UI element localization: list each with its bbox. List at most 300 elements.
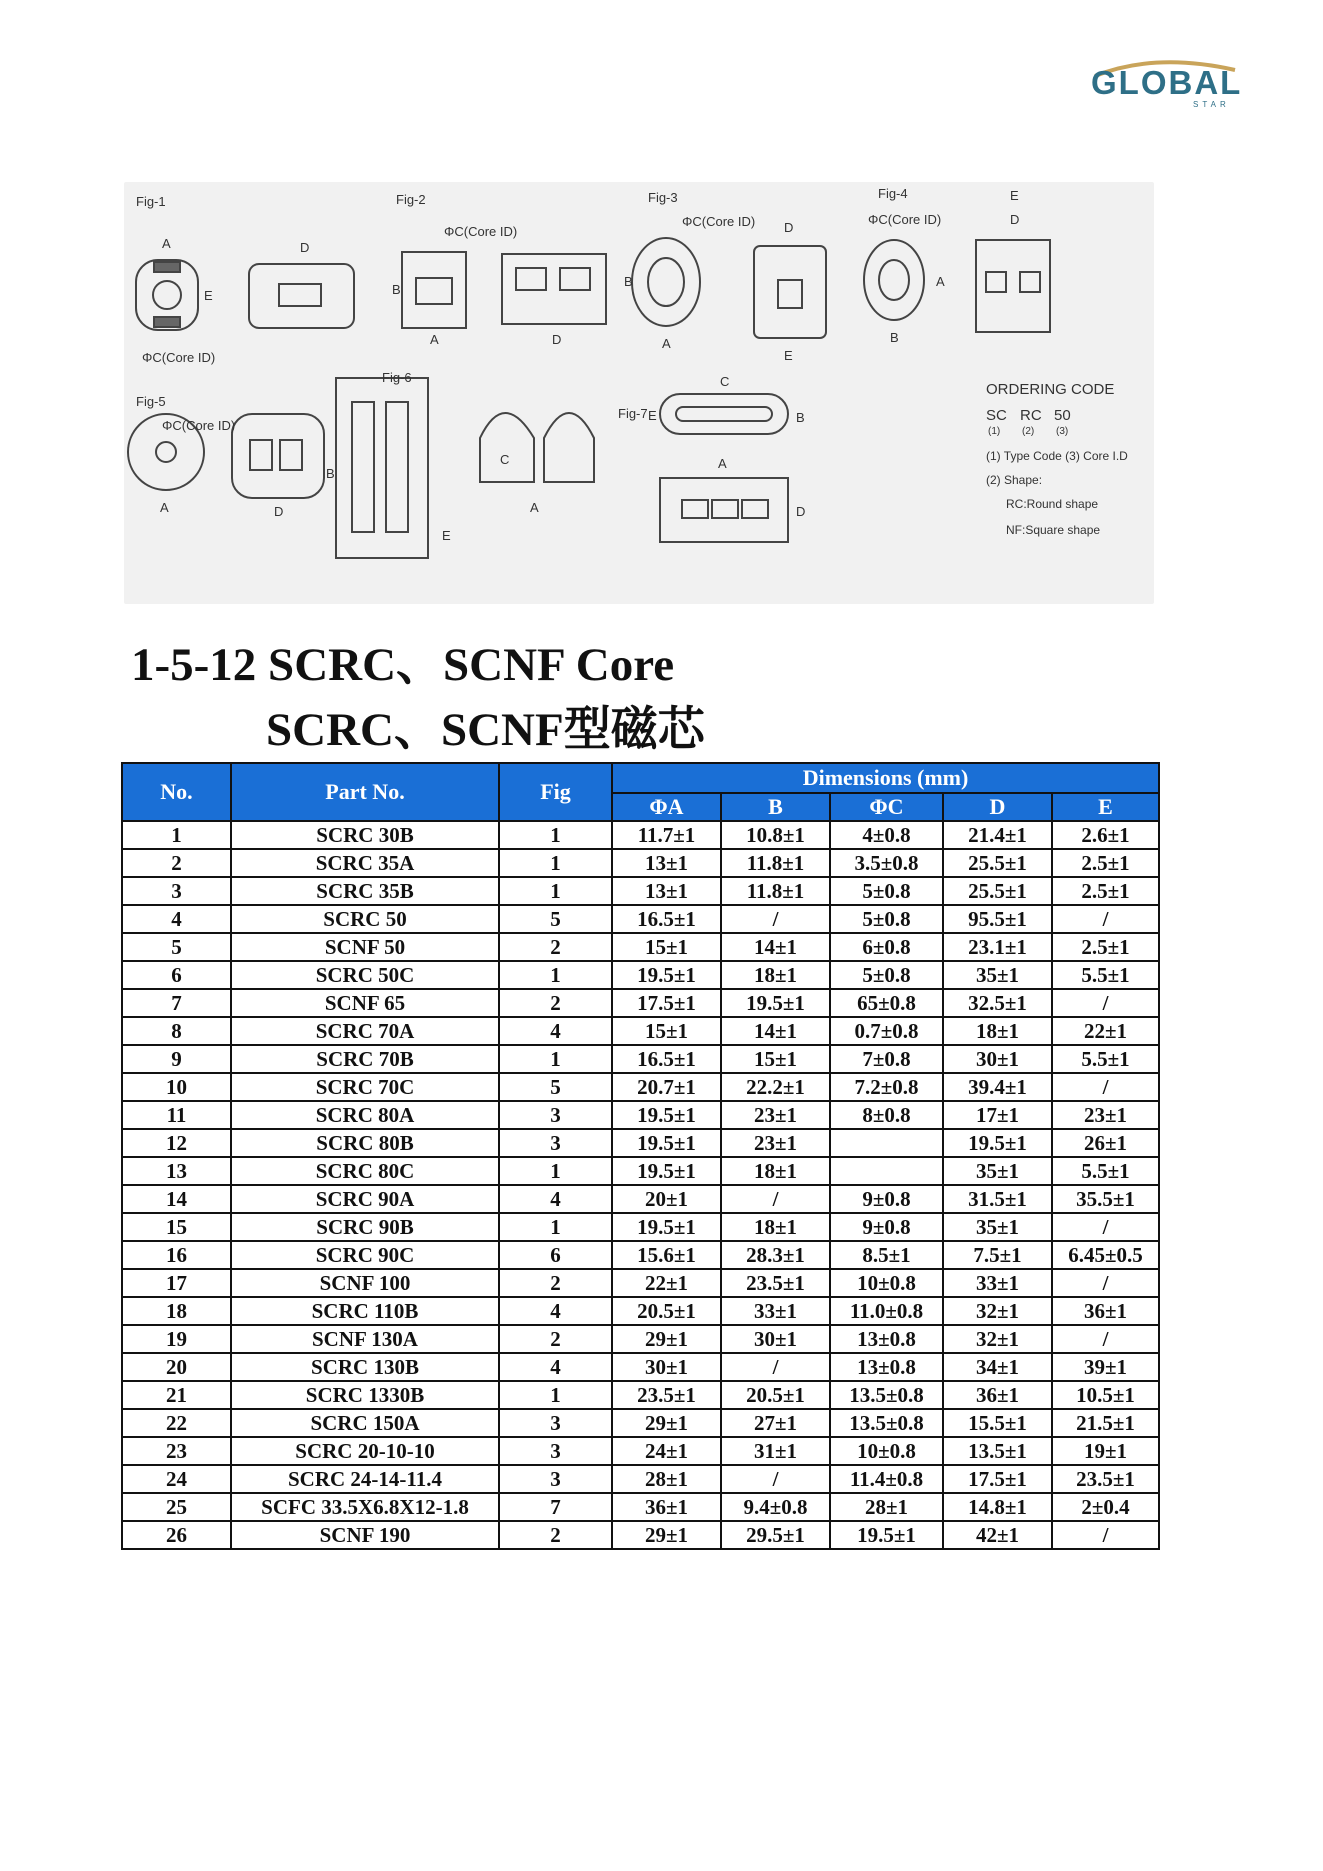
fig4-core-id-label: ΦC(Core ID) — [868, 212, 942, 227]
cell-dim-b: 31±1 — [721, 1437, 830, 1465]
cell-part-no: SCRC 70C — [231, 1073, 499, 1101]
cell-fig: 1 — [499, 961, 612, 989]
cell-dim-a: 20±1 — [612, 1185, 721, 1213]
cell-dim-a: 13±1 — [612, 849, 721, 877]
cell-dim-c: 5±0.8 — [830, 905, 943, 933]
fig1-side-window — [279, 284, 321, 306]
fig1-latch-bottom — [154, 317, 180, 327]
fig1-latch — [154, 262, 180, 272]
cell-dim-a: 19.5±1 — [612, 961, 721, 989]
fig4-label: Fig-4 — [878, 186, 908, 201]
cell-dim-c: 7.2±0.8 — [830, 1073, 943, 1101]
fig1-label: Fig-1 — [136, 194, 166, 209]
cell-fig: 4 — [499, 1017, 612, 1045]
cell-dim-a: 29±1 — [612, 1409, 721, 1437]
cell-part-no: SCRC 1330B — [231, 1381, 499, 1409]
ordering-code-part-2: RC — [1020, 407, 1042, 424]
fig7-window-c — [742, 500, 768, 518]
cell-dim-e: 10.5±1 — [1052, 1381, 1159, 1409]
cell-no: 6 — [122, 961, 231, 989]
ordering-code-line1: (1) Type Code (3) Core I.D — [986, 449, 1128, 463]
page-title: 1-5-12 SCRC、SCNF Core — [131, 639, 675, 691]
brand-logo — [1085, 58, 1255, 118]
table-row — [122, 1157, 1159, 1185]
fig4-dim-e: E — [1010, 188, 1019, 203]
fig7-flat-slot — [676, 407, 772, 421]
cell-no: 17 — [122, 1269, 231, 1297]
cell-no: 14 — [122, 1185, 231, 1213]
cell-part-no: SCRC 35A — [231, 849, 499, 877]
header-dim-b: B — [721, 793, 830, 821]
cell-dim-a: 19.5±1 — [612, 1129, 721, 1157]
cell-dim-a: 16.5±1 — [612, 905, 721, 933]
cell-dim-e: 23.5±1 — [1052, 1465, 1159, 1493]
cell-fig: 1 — [499, 1381, 612, 1409]
fig2-window-right — [560, 268, 590, 290]
cell-dim-a: 15±1 — [612, 1017, 721, 1045]
cell-part-no: SCRC 24-14-11.4 — [231, 1465, 499, 1493]
cell-part-no: SCRC 70B — [231, 1045, 499, 1073]
table-row — [122, 1045, 1159, 1073]
cell-dim-c: 7±0.8 — [830, 1045, 943, 1073]
fig7-window-a — [682, 500, 708, 518]
cell-part-no: SCNF 190 — [231, 1521, 499, 1549]
fig4-dim-b: B — [890, 330, 899, 345]
ordering-code-line4: NF:Square shape — [1006, 523, 1101, 537]
fig1-side-view — [249, 264, 354, 328]
fig2-label: Fig-2 — [396, 192, 426, 207]
header-dim-c: ΦC — [830, 793, 943, 821]
cell-dim-c: 11.0±0.8 — [830, 1297, 943, 1325]
fig6-arch-left — [480, 413, 534, 482]
cell-dim-e: 2.5±1 — [1052, 933, 1159, 961]
ordering-code-part-1: SC — [986, 407, 1007, 424]
table-row — [122, 821, 1159, 849]
table-row — [122, 1241, 1159, 1269]
cell-no: 19 — [122, 1325, 231, 1353]
cell-dim-c: 10±0.8 — [830, 1437, 943, 1465]
cell-dim-e: / — [1052, 1269, 1159, 1297]
fig3-side-window — [778, 280, 802, 308]
header-part-no: Part No. — [231, 763, 499, 821]
fig1-dim-d: D — [300, 240, 310, 255]
cell-dim-d: 14.8±1 — [943, 1493, 1052, 1521]
fig3-dim-e: E — [784, 348, 793, 363]
cell-fig: 5 — [499, 1073, 612, 1101]
cell-part-no: SCNF 130A — [231, 1325, 499, 1353]
header-dim-a: ΦA — [612, 793, 721, 821]
fig6-core-right — [386, 402, 408, 532]
header-no: No. — [122, 763, 231, 821]
fig2-dim-b: B — [392, 282, 401, 297]
fig6-dim-c: C — [500, 452, 510, 467]
cell-dim-e: / — [1052, 1325, 1159, 1353]
fig2-dim-d: D — [552, 332, 562, 347]
cell-dim-d: 15.5±1 — [943, 1409, 1052, 1437]
cell-part-no: SCRC 90A — [231, 1185, 499, 1213]
cell-dim-d: 95.5±1 — [943, 905, 1052, 933]
fig5-core-id-label: ΦC(Core ID) — [162, 418, 236, 433]
cell-dim-b: 18±1 — [721, 1213, 830, 1241]
cell-dim-d: 17.5±1 — [943, 1465, 1052, 1493]
cell-no: 22 — [122, 1409, 231, 1437]
fig4-round-core-front — [864, 240, 924, 320]
fig3-dim-b: B — [624, 274, 633, 289]
cell-dim-d: 21.4±1 — [943, 821, 1052, 849]
cell-dim-e: / — [1052, 989, 1159, 1017]
cell-dim-b: 11.8±1 — [721, 877, 830, 905]
fig3-core-id-label: ΦC(Core ID) — [682, 214, 756, 229]
fig4-side-view — [976, 240, 1050, 332]
fig3-core-hole — [648, 258, 684, 306]
cell-dim-b: 22.2±1 — [721, 1073, 830, 1101]
cell-dim-e: / — [1052, 905, 1159, 933]
cell-no: 15 — [122, 1213, 231, 1241]
table-row — [122, 1017, 1159, 1045]
cell-part-no: SCRC 80C — [231, 1157, 499, 1185]
cell-no: 4 — [122, 905, 231, 933]
cell-no: 5 — [122, 933, 231, 961]
cell-dim-e: 2.6±1 — [1052, 821, 1159, 849]
fig1-core-hole — [153, 281, 181, 309]
fig3-round-core-front — [632, 238, 700, 326]
fig7-dim-b: B — [796, 410, 805, 425]
cell-dim-d: 35±1 — [943, 961, 1052, 989]
cell-dim-b: 10.8±1 — [721, 821, 830, 849]
cell-part-no: SCRC 35B — [231, 877, 499, 905]
cell-dim-d: 32±1 — [943, 1297, 1052, 1325]
cell-dim-e: 39±1 — [1052, 1353, 1159, 1381]
cell-dim-d: 19.5±1 — [943, 1129, 1052, 1157]
cell-dim-e: 35.5±1 — [1052, 1185, 1159, 1213]
cell-part-no: SCRC 50 — [231, 905, 499, 933]
fig4-core-hole — [879, 260, 909, 300]
cell-dim-b: 14±1 — [721, 933, 830, 961]
cell-part-no: SCRC 80B — [231, 1129, 499, 1157]
cell-dim-e: 5.5±1 — [1052, 1045, 1159, 1073]
cell-part-no: SCRC 130B — [231, 1353, 499, 1381]
fig1-core-id-label: ΦC(Core ID) — [142, 350, 216, 365]
cell-dim-b: 14±1 — [721, 1017, 830, 1045]
cell-part-no: SCRC 110B — [231, 1297, 499, 1325]
cell-dim-e: 2±0.4 — [1052, 1493, 1159, 1521]
cell-fig: 1 — [499, 821, 612, 849]
ordering-code-line3: RC:Round shape — [1006, 497, 1099, 511]
cell-dim-b: 11.8±1 — [721, 849, 830, 877]
fig2-core-id-label: ΦC(Core ID) — [444, 224, 518, 239]
cell-dim-e: 19±1 — [1052, 1437, 1159, 1465]
cell-dim-c: 28±1 — [830, 1493, 943, 1521]
cell-dim-d: 32.5±1 — [943, 989, 1052, 1017]
table-row — [122, 961, 1159, 989]
cell-fig: 2 — [499, 933, 612, 961]
table-row — [122, 1465, 1159, 1493]
cell-dim-a: 30±1 — [612, 1353, 721, 1381]
cell-dim-c: 11.4±0.8 — [830, 1465, 943, 1493]
cell-fig: 1 — [499, 849, 612, 877]
cell-dim-a: 17.5±1 — [612, 989, 721, 1017]
cell-part-no: SCRC 90B — [231, 1213, 499, 1241]
cell-part-no: SCRC 20-10-10 — [231, 1437, 499, 1465]
cell-dim-b: 28.3±1 — [721, 1241, 830, 1269]
header-dim-e: E — [1052, 793, 1159, 821]
cell-dim-a: 23.5±1 — [612, 1381, 721, 1409]
cell-dim-b: 29.5±1 — [721, 1521, 830, 1549]
fig6-core-left — [352, 402, 374, 532]
cell-dim-b: 23±1 — [721, 1129, 830, 1157]
cell-no: 23 — [122, 1437, 231, 1465]
fig2-square-core-front — [402, 252, 466, 328]
cell-dim-d: 39.4±1 — [943, 1073, 1052, 1101]
cell-no: 11 — [122, 1101, 231, 1129]
cell-dim-a: 29±1 — [612, 1325, 721, 1353]
cell-dim-b: 18±1 — [721, 961, 830, 989]
table-row — [122, 877, 1159, 905]
cell-dim-c — [830, 1129, 943, 1157]
table-row — [122, 933, 1159, 961]
cell-dim-a: 36±1 — [612, 1493, 721, 1521]
cell-dim-d: 35±1 — [943, 1157, 1052, 1185]
table-row — [122, 1213, 1159, 1241]
fig6-label: Fig-6 — [382, 370, 412, 385]
cell-no: 1 — [122, 821, 231, 849]
fig5-core-hole — [156, 442, 176, 462]
fig5-dim-a: A — [160, 500, 169, 515]
fig7-label: Fig-7 — [618, 406, 648, 421]
cell-dim-b: 9.4±0.8 — [721, 1493, 830, 1521]
cell-no: 3 — [122, 877, 231, 905]
cell-dim-d: 23.1±1 — [943, 933, 1052, 961]
fig5-window-right — [280, 440, 302, 470]
cell-fig: 3 — [499, 1465, 612, 1493]
cell-part-no: SCRC 70A — [231, 1017, 499, 1045]
cell-no: 21 — [122, 1381, 231, 1409]
cell-dim-d: 30±1 — [943, 1045, 1052, 1073]
cell-fig: 2 — [499, 1269, 612, 1297]
table-row — [122, 1521, 1159, 1549]
core-dimensions-table — [121, 762, 1160, 1550]
fig6-dim-a: A — [530, 500, 539, 515]
cell-dim-b: 23±1 — [721, 1101, 830, 1129]
ordering-code-idx-3: (3) — [1056, 426, 1069, 437]
fig5-side-view — [232, 414, 324, 498]
cell-dim-e: 36±1 — [1052, 1297, 1159, 1325]
cell-dim-d: 17±1 — [943, 1101, 1052, 1129]
cell-dim-d: 33±1 — [943, 1269, 1052, 1297]
cell-dim-e: 5.5±1 — [1052, 961, 1159, 989]
cell-dim-a: 16.5±1 — [612, 1045, 721, 1073]
cell-dim-c: 8±0.8 — [830, 1101, 943, 1129]
cell-fig: 3 — [499, 1409, 612, 1437]
fig3-dim-d: D — [784, 220, 794, 235]
core-drawings — [124, 182, 1154, 604]
cell-fig: 2 — [499, 1521, 612, 1549]
cell-dim-d: 13.5±1 — [943, 1437, 1052, 1465]
cell-dim-c: 8.5±1 — [830, 1241, 943, 1269]
cell-fig: 3 — [499, 1437, 612, 1465]
cell-dim-b: 15±1 — [721, 1045, 830, 1073]
cell-dim-c: 9±0.8 — [830, 1213, 943, 1241]
cell-fig: 1 — [499, 1045, 612, 1073]
table-row — [122, 1353, 1159, 1381]
logo-sub-text: STAR — [1193, 100, 1230, 109]
cell-dim-e: / — [1052, 1521, 1159, 1549]
table-row — [122, 1437, 1159, 1465]
cell-fig: 4 — [499, 1185, 612, 1213]
cell-dim-a: 24±1 — [612, 1437, 721, 1465]
cell-dim-c: 3.5±0.8 — [830, 849, 943, 877]
header-dim-d: D — [943, 793, 1052, 821]
cell-part-no: SCNF 50 — [231, 933, 499, 961]
cell-fig: 3 — [499, 1101, 612, 1129]
cell-fig: 7 — [499, 1493, 612, 1521]
cell-dim-c: 6±0.8 — [830, 933, 943, 961]
cell-dim-a: 19.5±1 — [612, 1101, 721, 1129]
table-row — [122, 1325, 1159, 1353]
fig2-square-hole — [416, 278, 452, 304]
cell-dim-c: 65±0.8 — [830, 989, 943, 1017]
cell-dim-c: 0.7±0.8 — [830, 1017, 943, 1045]
cell-dim-d: 36±1 — [943, 1381, 1052, 1409]
cell-dim-a: 15.6±1 — [612, 1241, 721, 1269]
cell-fig: 5 — [499, 905, 612, 933]
cell-dim-b: 30±1 — [721, 1325, 830, 1353]
cell-dim-c: 9±0.8 — [830, 1185, 943, 1213]
fig5-dim-d: D — [274, 504, 284, 519]
cell-fig: 4 — [499, 1353, 612, 1381]
cell-fig: 2 — [499, 989, 612, 1017]
cell-dim-c: 13.5±0.8 — [830, 1381, 943, 1409]
cell-dim-d: 35±1 — [943, 1213, 1052, 1241]
header-dimensions: Dimensions (mm) — [612, 763, 1159, 793]
cell-no: 24 — [122, 1465, 231, 1493]
cell-dim-a: 19.5±1 — [612, 1157, 721, 1185]
fig6-assembly-view — [336, 378, 428, 558]
table-row — [122, 1381, 1159, 1409]
cell-dim-b: / — [721, 1185, 830, 1213]
table-row — [122, 1073, 1159, 1101]
cell-dim-b: / — [721, 1465, 830, 1493]
fig2-dim-a: A — [430, 332, 439, 347]
fig4-dim-d: D — [1010, 212, 1020, 227]
fig6-dim-e: E — [442, 528, 451, 543]
cell-dim-d: 25.5±1 — [943, 877, 1052, 905]
cell-dim-e: 5.5±1 — [1052, 1157, 1159, 1185]
fig3-side-view — [754, 246, 826, 338]
cell-dim-e: 2.5±1 — [1052, 877, 1159, 905]
cell-fig: 1 — [499, 1157, 612, 1185]
fig7-dim-d: D — [796, 504, 806, 519]
cell-dim-b: 23.5±1 — [721, 1269, 830, 1297]
fig4-slot-right — [1020, 272, 1040, 292]
cell-dim-c: 13±0.8 — [830, 1353, 943, 1381]
cell-dim-c: 4±0.8 — [830, 821, 943, 849]
cell-part-no: SCRC 150A — [231, 1409, 499, 1437]
cell-fig: 1 — [499, 1213, 612, 1241]
fig4-dim-a: A — [936, 274, 945, 289]
fig7-window-b — [712, 500, 738, 518]
cell-dim-e: 22±1 — [1052, 1017, 1159, 1045]
cell-no: 26 — [122, 1521, 231, 1549]
table-row — [122, 1101, 1159, 1129]
cell-dim-b: / — [721, 1353, 830, 1381]
cell-dim-c — [830, 1157, 943, 1185]
fig2-window-left — [516, 268, 546, 290]
cell-dim-c: 5±0.8 — [830, 961, 943, 989]
cell-part-no: SCNF 100 — [231, 1269, 499, 1297]
fig5-window-left — [250, 440, 272, 470]
cell-no: 20 — [122, 1353, 231, 1381]
cell-dim-e: 26±1 — [1052, 1129, 1159, 1157]
cell-part-no: SCRC 90C — [231, 1241, 499, 1269]
page-subtitle: SCRC、SCNF型磁芯 — [266, 704, 705, 756]
logo-brand-text: GLOBAL — [1091, 64, 1243, 101]
cell-no: 16 — [122, 1241, 231, 1269]
table-row — [122, 1493, 1159, 1521]
cell-dim-a: 28±1 — [612, 1465, 721, 1493]
cell-dim-c: 19.5±1 — [830, 1521, 943, 1549]
ordering-code-part-3: 50 — [1054, 407, 1071, 424]
cell-part-no: SCRC 80A — [231, 1101, 499, 1129]
table-row — [122, 1129, 1159, 1157]
cell-dim-e: 21.5±1 — [1052, 1409, 1159, 1437]
cell-dim-d: 31.5±1 — [943, 1185, 1052, 1213]
table-row — [122, 989, 1159, 1017]
fig6-arch-right — [544, 413, 594, 482]
cell-no: 10 — [122, 1073, 231, 1101]
figures-panel — [124, 182, 1154, 604]
fig3-label: Fig-3 — [648, 190, 678, 205]
cell-no: 12 — [122, 1129, 231, 1157]
cell-dim-a: 15±1 — [612, 933, 721, 961]
cell-no: 13 — [122, 1157, 231, 1185]
cell-dim-e: 23±1 — [1052, 1101, 1159, 1129]
cell-dim-c: 13±0.8 — [830, 1325, 943, 1353]
cell-dim-b: 33±1 — [721, 1297, 830, 1325]
cell-dim-c: 13.5±0.8 — [830, 1409, 943, 1437]
cell-part-no: SCNF 65 — [231, 989, 499, 1017]
cell-dim-e: / — [1052, 1213, 1159, 1241]
cell-part-no: SCRC 50C — [231, 961, 499, 989]
table-row — [122, 1269, 1159, 1297]
cell-no: 7 — [122, 989, 231, 1017]
header-fig: Fig — [499, 763, 612, 821]
cell-fig: 4 — [499, 1297, 612, 1325]
cell-dim-b: 27±1 — [721, 1409, 830, 1437]
cell-dim-b: 18±1 — [721, 1157, 830, 1185]
cell-dim-d: 32±1 — [943, 1325, 1052, 1353]
fig6-dim-b: B — [326, 466, 335, 481]
table-row — [122, 905, 1159, 933]
cell-no: 18 — [122, 1297, 231, 1325]
table-row — [122, 1185, 1159, 1213]
fig1-dim-e: E — [204, 288, 213, 303]
cell-dim-b: 20.5±1 — [721, 1381, 830, 1409]
cell-dim-a: 13±1 — [612, 877, 721, 905]
cell-dim-a: 19.5±1 — [612, 1213, 721, 1241]
cell-dim-e: / — [1052, 1073, 1159, 1101]
fig7-dim-e: E — [648, 408, 657, 423]
cell-part-no: SCRC 30B — [231, 821, 499, 849]
table-row — [122, 849, 1159, 877]
ordering-code-line2: (2) Shape: — [986, 473, 1043, 487]
cell-dim-a: 20.7±1 — [612, 1073, 721, 1101]
fig3-dim-a: A — [662, 336, 671, 351]
fig1-dim-a: A — [162, 236, 171, 251]
cell-dim-d: 42±1 — [943, 1521, 1052, 1549]
cell-dim-a: 22±1 — [612, 1269, 721, 1297]
ordering-code-title: ORDERING CODE — [986, 381, 1115, 398]
